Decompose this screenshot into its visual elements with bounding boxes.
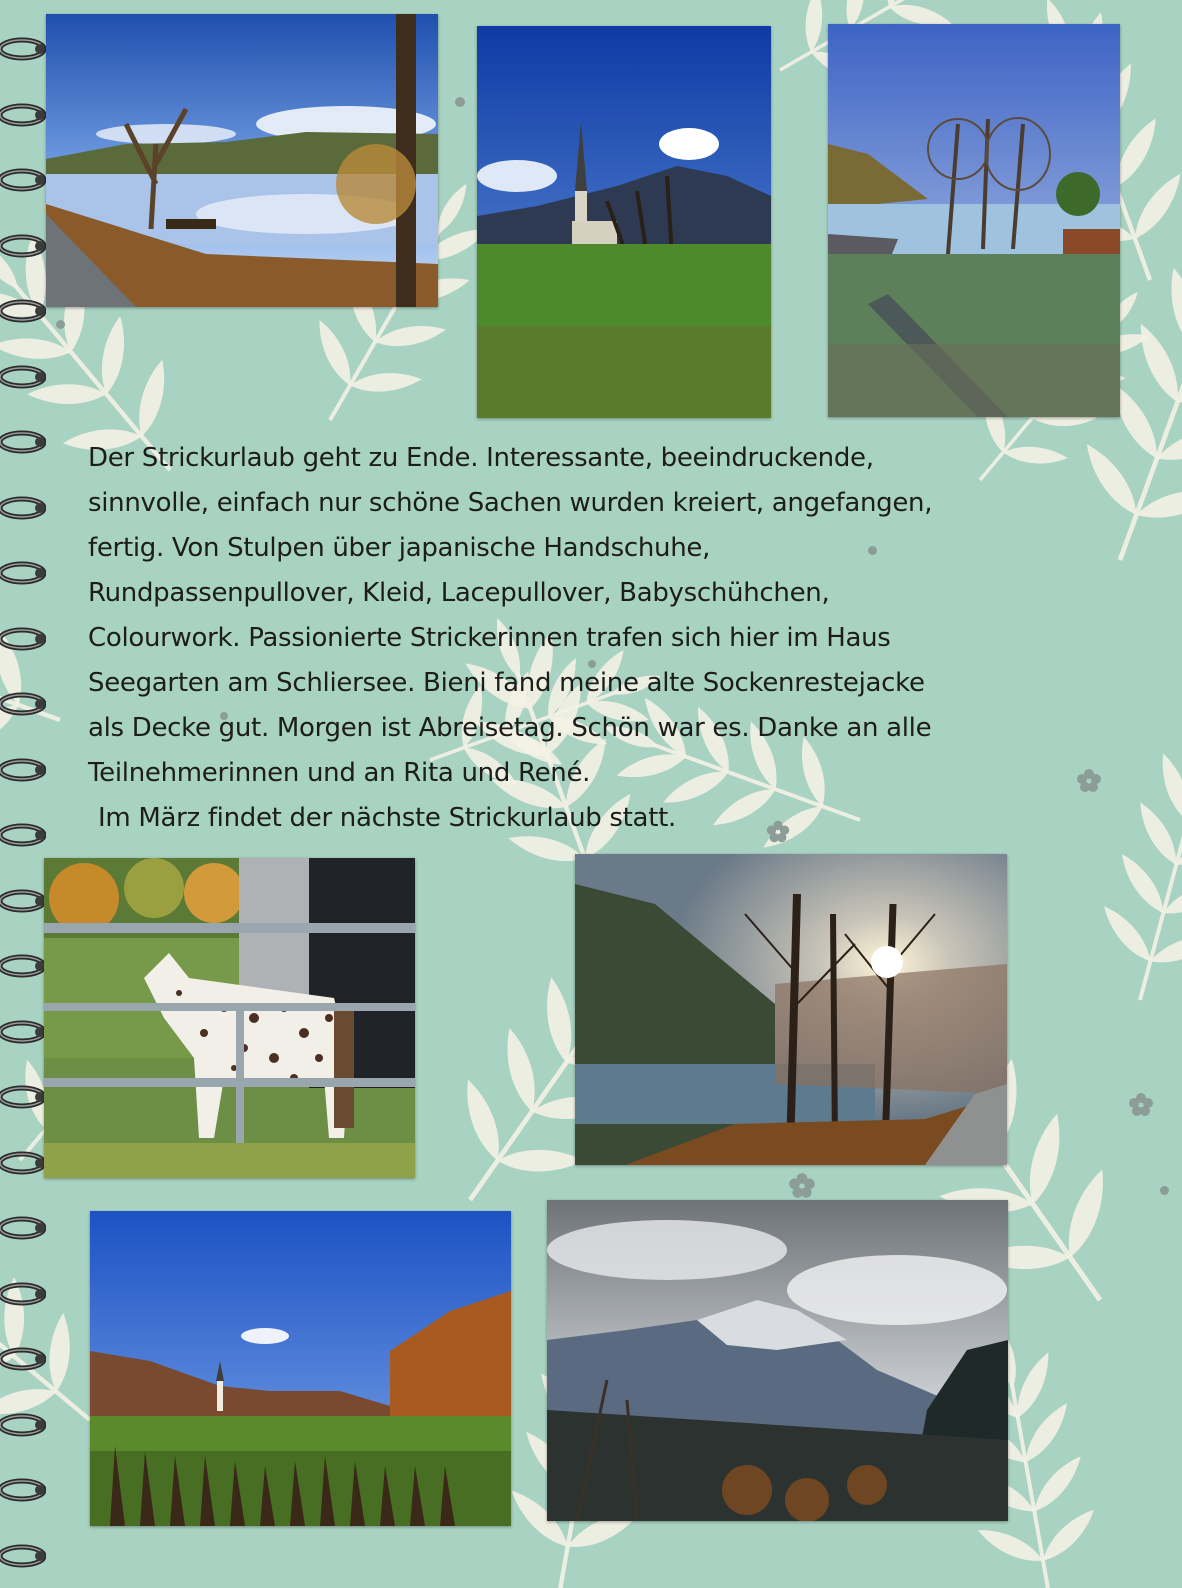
text-line: als Decke gut. Morgen ist Abreisetag. Schön war es. Danke an alle bbox=[88, 713, 932, 743]
text-line: Seegarten am Schliersee. Bieni fand meine alte Sockenrestejacke bbox=[88, 668, 925, 698]
binding-ring bbox=[0, 886, 46, 916]
binding-ring bbox=[0, 362, 46, 392]
binding-ring bbox=[0, 493, 46, 523]
binding-ring bbox=[0, 755, 46, 785]
decor-dot bbox=[56, 320, 65, 329]
text-line: Colourwork. Passionierte Strickerinnen trafen sich hier im Haus bbox=[88, 623, 891, 653]
binding-ring bbox=[0, 1541, 46, 1571]
church-meadow-photo bbox=[477, 26, 771, 418]
text-line: Teilnehmerinnen und an Rita und René. bbox=[88, 758, 591, 788]
binding-ring bbox=[0, 1475, 46, 1505]
binding-ring bbox=[0, 1017, 46, 1047]
decor-dot bbox=[455, 97, 465, 107]
decor-dot bbox=[1160, 1186, 1169, 1195]
snowy-mountain-photo bbox=[547, 1200, 1008, 1521]
binding-ring bbox=[0, 34, 46, 64]
text-line: sinnvolle, einfach nur schöne Sachen wurden kreiert, angefangen, bbox=[88, 488, 933, 518]
binding-ring bbox=[0, 231, 46, 261]
text-line: Im März findet der nächste Strickurlaub statt. bbox=[98, 803, 676, 833]
binding-ring bbox=[0, 624, 46, 654]
lake-reflection-photo bbox=[46, 14, 438, 307]
flower-decor-icon bbox=[1126, 1090, 1156, 1120]
binding-ring bbox=[0, 165, 46, 195]
text-line: Der Strickurlaub geht zu Ende. Interessante, beeindruckende, bbox=[88, 443, 874, 473]
binding-ring bbox=[0, 1213, 46, 1243]
binding-ring bbox=[0, 1279, 46, 1309]
binding-ring bbox=[0, 1410, 46, 1440]
sunlit-trees-photo bbox=[575, 854, 1007, 1165]
text-line: fertig. Von Stulpen über japanische Handschuhe, bbox=[88, 533, 711, 563]
flower-decor-icon bbox=[786, 1170, 818, 1202]
journal-text bbox=[88, 436, 1118, 841]
binding-ring bbox=[0, 100, 46, 130]
spotted-horse-photo bbox=[44, 858, 415, 1178]
binding-ring bbox=[0, 1148, 46, 1178]
lakeside-lawn-photo bbox=[828, 24, 1120, 417]
binding-ring bbox=[0, 1344, 46, 1374]
binding-ring bbox=[0, 1082, 46, 1112]
binding-ring bbox=[0, 689, 46, 719]
binding-ring bbox=[0, 558, 46, 588]
binding-ring bbox=[0, 427, 46, 457]
binding-ring bbox=[0, 951, 46, 981]
text-line: Rundpassenpullover, Kleid, Lacepullover, Babyschühchen, bbox=[88, 578, 830, 608]
village-valley-photo bbox=[90, 1211, 511, 1526]
binding-ring bbox=[0, 296, 46, 326]
binding-ring bbox=[0, 820, 46, 850]
